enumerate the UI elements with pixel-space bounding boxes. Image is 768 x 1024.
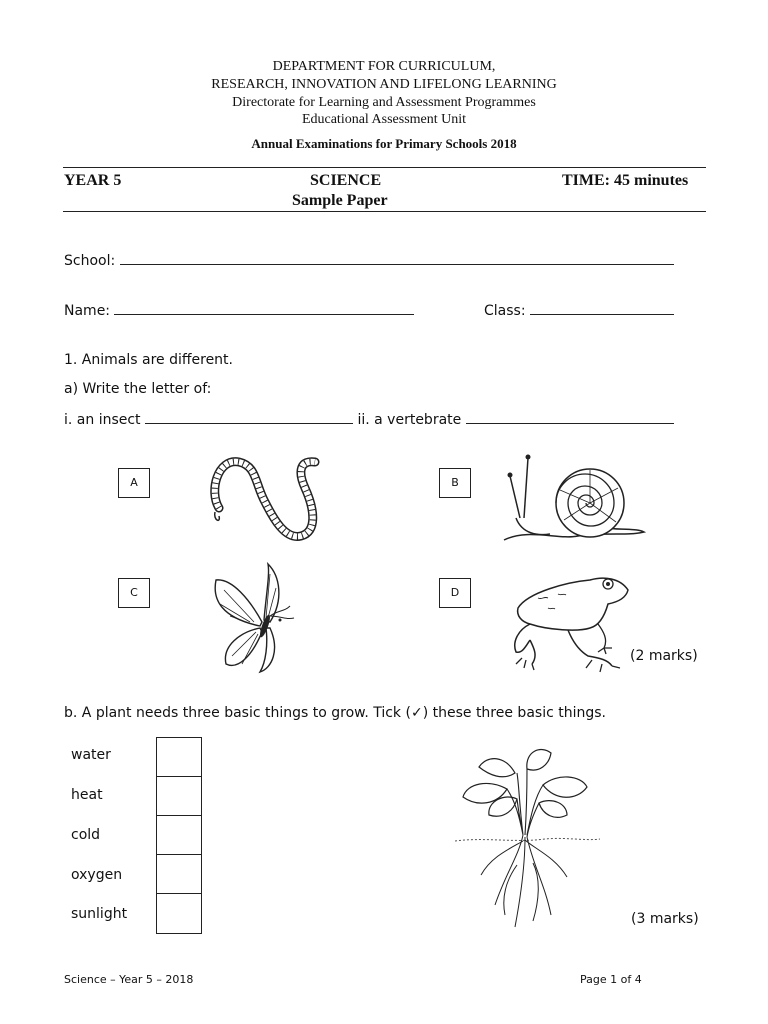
option-sunlight: sunlight [71, 906, 128, 922]
worm-icon [205, 450, 325, 550]
option-water: water [71, 747, 111, 763]
bottom-rule [63, 211, 706, 212]
butterfly-icon [210, 560, 300, 678]
school-input-line[interactable] [120, 252, 674, 265]
department-line: DEPARTMENT FOR CURRICULUM, [272, 59, 496, 74]
page-number: Page 1 of 4 [580, 973, 642, 986]
prompt-emphasis: three [475, 705, 513, 721]
option-heat: heat [71, 787, 103, 803]
name-field [64, 302, 414, 319]
exam-title: Annual Examinations for Primary Schools 2018 [251, 136, 517, 151]
option-cold: cold [71, 827, 101, 843]
prompt-mid: ) these [422, 705, 476, 721]
letter-box-b: B [439, 468, 471, 498]
tick-box-cold[interactable] [156, 815, 202, 855]
subject-label: SCIENCE [310, 172, 382, 189]
tick-box-oxygen[interactable] [156, 854, 202, 894]
vertebrate-answer-line[interactable] [466, 411, 674, 424]
class-field [484, 302, 674, 319]
marks-2: (2 marks) [630, 648, 698, 664]
prompt-end: basic things. [512, 705, 606, 721]
class-label: Class: [484, 303, 526, 319]
letter-box-c: C [118, 578, 150, 608]
top-rule [63, 167, 706, 168]
tick-box-water[interactable] [156, 737, 202, 777]
marks-3: (3 marks) [631, 911, 699, 927]
question-1-intro: 1. Animals are different. [64, 352, 233, 368]
time-label: TIME: 45 minutes [562, 172, 689, 189]
unit-line: Educational Assessment Unit [301, 112, 467, 127]
question-1a-text: a) Write the letter of: [64, 381, 212, 397]
name-input-line[interactable] [114, 302, 414, 315]
tick-box-heat[interactable] [156, 776, 202, 816]
snail-icon [498, 448, 648, 548]
name-label: Name: [64, 303, 111, 319]
letter-box-a: A [118, 468, 150, 498]
prompt-start: b. A plant needs three basic things to grow. Tick ( [64, 705, 411, 721]
tick-box-sunlight[interactable] [156, 893, 202, 934]
department-line-2: RESEARCH, INNOVATION AND LIFELONG LEARNING [211, 77, 557, 92]
frog-icon [508, 568, 633, 673]
vertebrate-label: ii. a vertebrate [357, 412, 462, 428]
insect-label: i. an insect [64, 412, 141, 428]
option-oxygen: oxygen [71, 867, 123, 883]
question-1a-answers [64, 411, 674, 428]
plant-icon [455, 745, 600, 930]
tick-symbol: ✓ [410, 705, 423, 721]
question-1b-text [64, 705, 606, 721]
school-field [64, 252, 674, 269]
sample-paper-label: Sample Paper [292, 192, 388, 209]
footer-left: Science – Year 5 – 2018 [64, 973, 194, 986]
school-label: School: [64, 253, 116, 269]
directorate-line: Directorate for Learning and Assessment Programmes [232, 95, 536, 110]
year-label: YEAR 5 [64, 172, 122, 189]
letter-box-d: D [439, 578, 471, 608]
class-input-line[interactable] [530, 302, 674, 315]
insect-answer-line[interactable] [145, 411, 353, 424]
